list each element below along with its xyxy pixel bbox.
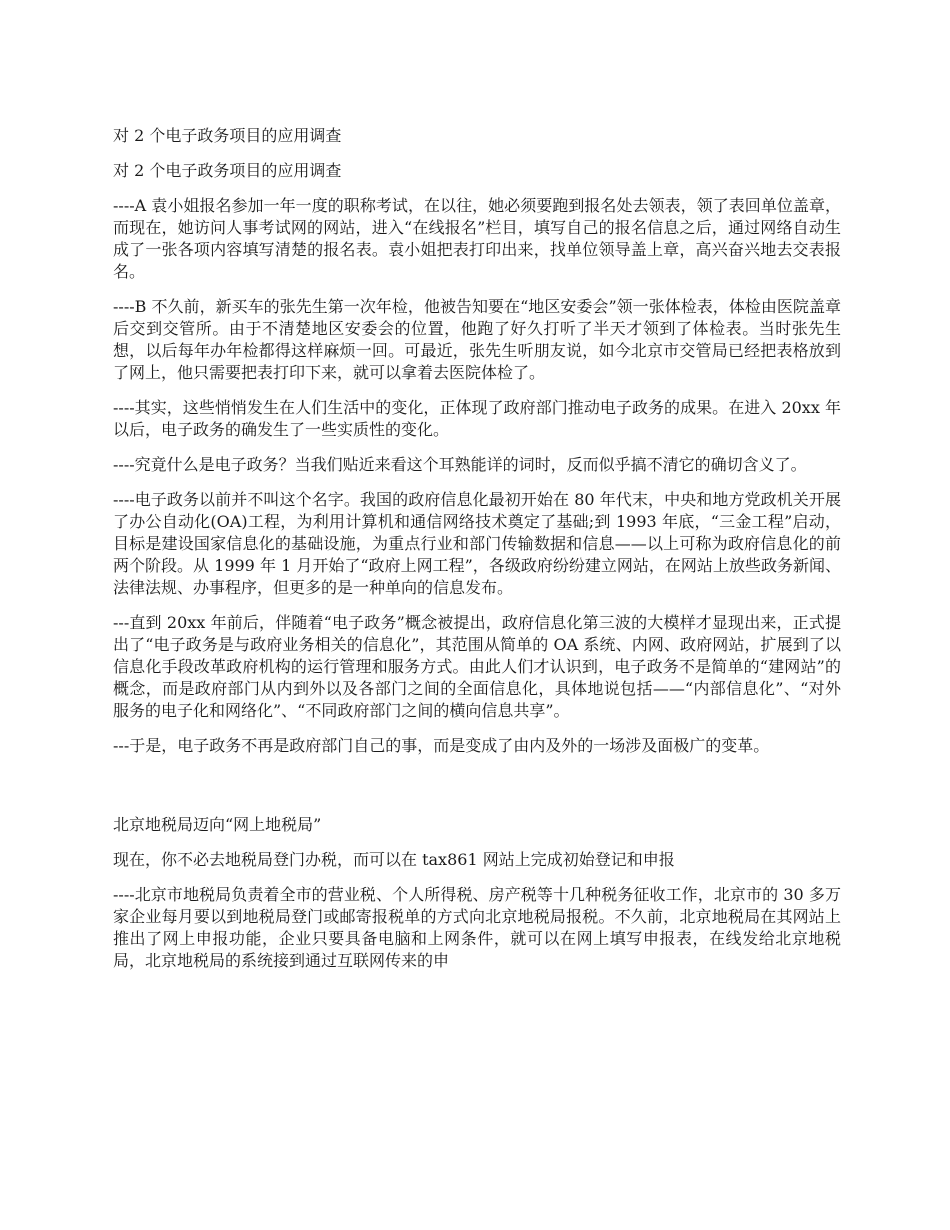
section1-paragraph-6: ---直到 20xx 年前后，伴随着“电子政务”概念被提出，政府信息化第三波的大模样才显现出来，正式提出了“电子政务是与政府业务相关的信息化”，其范围从简单的 OA 系统、内网、政府网站，扩展到了以信息化手段改革政府机构的运行管理和服务方式。由此人们才认识到，电子政务不是简单的“建网站”的概念，而是政府部门从内到外以及各部门之间的全面信息化，具体地说包括——“内部信息化”、“对外服务的电子化和网络化”、“不同政府部门之间的横向信息共享”。 <box>113 613 841 720</box>
section-spacer <box>113 770 841 814</box>
section2-subtitle: 现在，你不必去地税局登门办税，而可以在 tax861 网站上完成初始登记和申报 <box>113 850 675 869</box>
section1-subtitle: 对 2 个电子政务项目的应用调查 <box>113 161 342 180</box>
section1-paragraph-2: ----B 不久前，新买车的张先生第一次年检，他被告知要在“地区安委会”领一张体检表，体检由医院盖章后交到交管所。由于不清楚地区安委会的位置，他跑了好久打听了半天才领到了体检表。当时张先生想，以后每年办年检都得这样麻烦一回。可最近，张先生听朋友说，如今北京市交管局已经把表格放到了网上，他只需要把表打印下来，就可以拿着去医院体检了。 <box>113 297 841 382</box>
section1-paragraph-7: ---于是，电子政务不再是政府部门自己的事，而是变成了由内及外的一场涉及面极广的变革。 <box>113 736 770 755</box>
section1-paragraph-5: ----电子政务以前并不叫这个名字。我国的政府信息化最初开始在 80 年代末，中央和地方党政机关开展了办公自动化(OA)工程，为利用计算机和通信网络技术奠定了基础;到 1993 年底，“三金工程”启动，目标是建设国家信息化的基础设施，为重点行业和部门传输数据和信息——以上可称为政府信息化的前两个阶段。从 1999 年 1 月开始了“政府上网工程”，各级政府纷纷建立网站，在网站上放些政务新闻、法律法规、办事程序，但更多的是一种单向的信息发布。 <box>113 490 841 597</box>
section2-title: 北京地税局迈向“网上地税局” <box>113 815 322 834</box>
section1-title: 对 2 个电子政务项目的应用调查 <box>113 126 342 145</box>
section1-paragraph-3: ----其实，这些悄悄发生在人们生活中的变化，正体现了政府部门推动电子政务的成果。在进入 20xx 年以后，电子政务的确发生了一些实质性的变化。 <box>113 398 841 439</box>
section2-paragraph-1: ----北京市地税局负责着全市的营业税、个人所得税、房产税等十几种税务征收工作，北京市的 30 多万家企业每月要以到地税局登门或邮寄报税单的方式向北京地税局报税。不久前，北京地税局在其网站上推出了网上申报功能，企业只要具备电脑和上网条件，就可以在网上填写申报表，在线发给北京地税局，北京地税局的系统接到通过互联网传来的申 <box>113 885 841 970</box>
section1-paragraph-4: ----究竟什么是电子政务？当我们贴近来看这个耳熟能详的词时，反而似乎搞不清它的确切含义了。 <box>113 455 807 474</box>
document-page <box>113 125 841 985</box>
section1-paragraph-1: ----A 袁小姐报名参加一年一度的职称考试，在以往，她必须要跑到报名处去领表，领了表回单位盖章，而现在，她访问人事考试网的网站，进入“在线报名”栏目，填写自己的报名信息之后，通过网络自动生成了一张各项内容填写清楚的报名表。袁小姐把表打印出来，找单位领导盖上章，高兴奋兴地去交表报名。 <box>113 196 841 281</box>
